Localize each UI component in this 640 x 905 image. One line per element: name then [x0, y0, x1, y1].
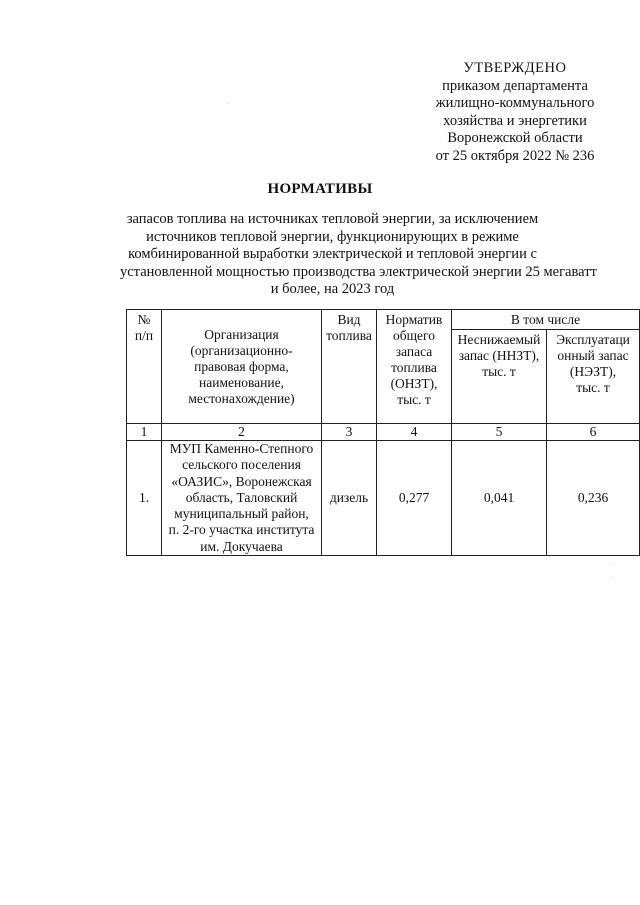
- text-line: комбинированной выработки электрической и тепловой энергии с: [128, 246, 537, 262]
- text-line: УТВЕРЖДЕНО: [463, 60, 567, 76]
- header-onzt: [377, 310, 452, 424]
- col-number: 3: [322, 424, 377, 441]
- text-line: жилищно-коммунального: [435, 95, 595, 111]
- text-line: запаса: [395, 344, 433, 359]
- row-organization: [162, 441, 322, 556]
- text-line: Норматив: [385, 312, 443, 327]
- col-number: 1: [127, 424, 162, 441]
- text-line: Воронежской области: [447, 130, 583, 146]
- text-line: тыс. т: [576, 380, 610, 395]
- approval-block: [415, 60, 615, 165]
- scan-speck: .: [228, 100, 230, 106]
- text-line: топлива: [326, 328, 372, 343]
- column-numbers-row: [127, 424, 640, 441]
- text-line: (НЭЗТ),: [569, 364, 617, 379]
- text-line: №: [137, 312, 151, 327]
- text-line: наименование,: [199, 374, 284, 390]
- text-line: муниципальный район,: [174, 506, 309, 522]
- header-organization: [162, 310, 322, 424]
- scan-speck: .: [612, 560, 614, 566]
- text-line: п. 2-го участка института: [168, 522, 315, 538]
- text-line: п/п: [134, 328, 154, 343]
- row-nnzt: 0,041: [452, 441, 547, 556]
- text-line: Вид: [337, 312, 361, 327]
- header-fuel-type: [322, 310, 377, 424]
- text-line: запасов топлива на источниках тепловой энергии, за исключением: [126, 211, 539, 227]
- text-line: им. Докучаева: [200, 538, 283, 554]
- header-nezt: [547, 330, 640, 424]
- text-line: область, Таловский: [185, 489, 298, 505]
- text-line: от 25 октября 2022 № 236: [435, 147, 595, 164]
- text-line: (ОНЗТ),: [390, 376, 438, 391]
- text-line: МУП Каменно-Степного: [169, 441, 314, 456]
- text-line: местонахождение): [188, 390, 295, 406]
- text-line: (организационно-: [190, 342, 293, 358]
- col-number: 2: [162, 424, 322, 441]
- document-title: НОРМАТИВЫ: [267, 181, 373, 197]
- text-line: Эксплуатаци: [556, 332, 630, 347]
- table-row: [127, 441, 640, 556]
- text-line: источников тепловой энергии, функционирующих в режиме: [146, 228, 519, 245]
- row-num: 1.: [127, 441, 162, 556]
- text-line: «ОАЗИС», Воронежская: [171, 473, 312, 489]
- text-line: установленной мощностью производства электрической энергии 25 мегаватт: [120, 263, 597, 280]
- text-line: хозяйства и энергетики: [443, 112, 587, 129]
- header-nnzt: [452, 330, 547, 424]
- row-onzt: 0,277: [377, 441, 452, 556]
- col-number: 4: [377, 424, 452, 441]
- text-line: тыс. т: [397, 392, 431, 407]
- text-line: приказом департамента: [442, 77, 588, 94]
- scan-speck: .: [612, 574, 614, 580]
- text-line: онный запас: [557, 348, 629, 363]
- row-fuel-type: дизель: [322, 441, 377, 556]
- text-line: и более, на 2023 год: [270, 281, 395, 297]
- col-number: 5: [452, 424, 547, 441]
- document-subtitle: [120, 211, 597, 299]
- text-line: сельского поселения: [182, 457, 301, 473]
- col-number: 6: [547, 424, 640, 441]
- norms-table: [126, 309, 640, 556]
- text-line: правовая форма,: [194, 358, 289, 374]
- text-line: запас (ННЗТ),: [458, 348, 540, 363]
- text-line: Организация: [204, 326, 279, 342]
- text-line: топлива: [391, 360, 437, 375]
- header-including: В том числе: [452, 310, 640, 330]
- row-nezt: 0,236: [547, 441, 640, 556]
- text-line: Неснижаемый: [457, 332, 541, 347]
- text-line: общего: [393, 328, 435, 343]
- text-line: тыс. т: [482, 364, 516, 379]
- header-num: [127, 310, 162, 424]
